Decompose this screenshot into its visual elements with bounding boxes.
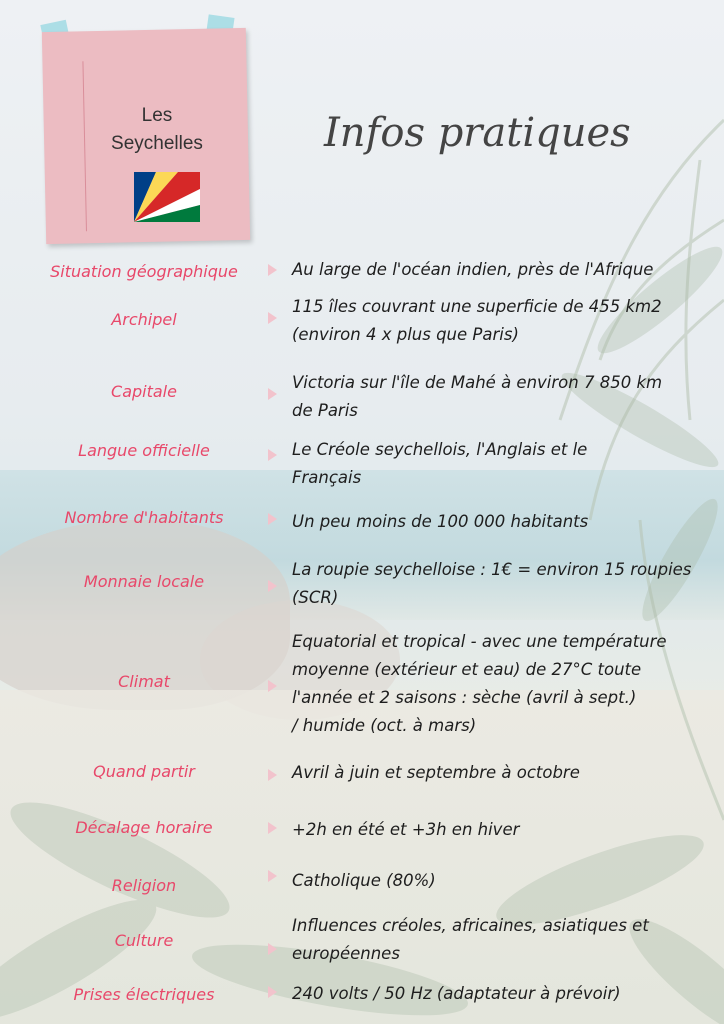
triangle-bullet-icon — [268, 769, 277, 781]
triangle-bullet-icon — [268, 680, 277, 692]
info-value: La roupie seychelloise : 1€ = environ 15 roupies (SCR) — [292, 560, 692, 607]
info-value: Equatorial et tropical - avec une température moyenne (extérieur et eau) de 27°C toute l'année et 2 saisons : sèche (avril à sept.) / humide (oct. à mars) — [292, 632, 667, 735]
info-label: Culture — [114, 931, 174, 950]
info-value: Avril à juin et septembre à octobre — [292, 763, 580, 782]
info-value: Catholique (80%) — [292, 871, 436, 890]
info-label: Situation géographique — [50, 262, 238, 281]
info-value: 115 îles couvrant une superficie de 455 km2 (environ 4 x plus que Paris) — [292, 297, 662, 344]
info-label: Décalage horaire — [75, 818, 213, 837]
info-label: Capitale — [111, 382, 177, 401]
page-heading — [318, 84, 631, 184]
info-value: +2h en été et +3h en hiver — [292, 820, 520, 839]
triangle-bullet-icon — [268, 580, 277, 592]
triangle-bullet-icon — [268, 822, 277, 834]
info-label: Prises électriques — [73, 985, 215, 1004]
triangle-bullet-icon — [268, 513, 277, 525]
info-label: Religion — [111, 876, 177, 895]
info-value: Au large de l'océan indien, près de l'Afrique — [292, 260, 654, 279]
info-label: Monnaie locale — [83, 572, 205, 591]
info-value: Le Créole seychellois, l'Anglais et le Français — [292, 440, 588, 487]
triangle-bullet-icon — [268, 986, 277, 998]
info-label: Quand partir — [93, 762, 195, 781]
info-value: Influences créoles, africaines, asiatiques et européennes — [292, 916, 649, 963]
svg-text:Infos pratiques: Infos pratiques — [324, 110, 631, 156]
info-value: Un peu moins de 100 000 habitants — [292, 512, 589, 531]
seychelles-flag-icon — [134, 172, 200, 222]
info-value: Victoria sur l'île de Mahé à environ 7 850 km de Paris — [292, 373, 663, 420]
info-label: Nombre d'habitants — [64, 508, 224, 527]
info-value: 240 volts / 50 Hz (adaptateur à prévoir) — [292, 984, 621, 1003]
info-label: Archipel — [111, 310, 177, 329]
info-label: Langue officielle — [78, 441, 210, 460]
note-title: Les Seychelles — [111, 105, 203, 154]
info-label: Climat — [118, 672, 170, 691]
triangle-bullet-icon — [268, 870, 277, 882]
triangle-bullet-icon — [268, 943, 277, 955]
triangle-bullet-icon — [268, 312, 277, 324]
triangle-bullet-icon — [268, 264, 277, 276]
triangle-bullet-icon — [268, 388, 277, 400]
triangle-bullet-icon — [268, 449, 277, 461]
